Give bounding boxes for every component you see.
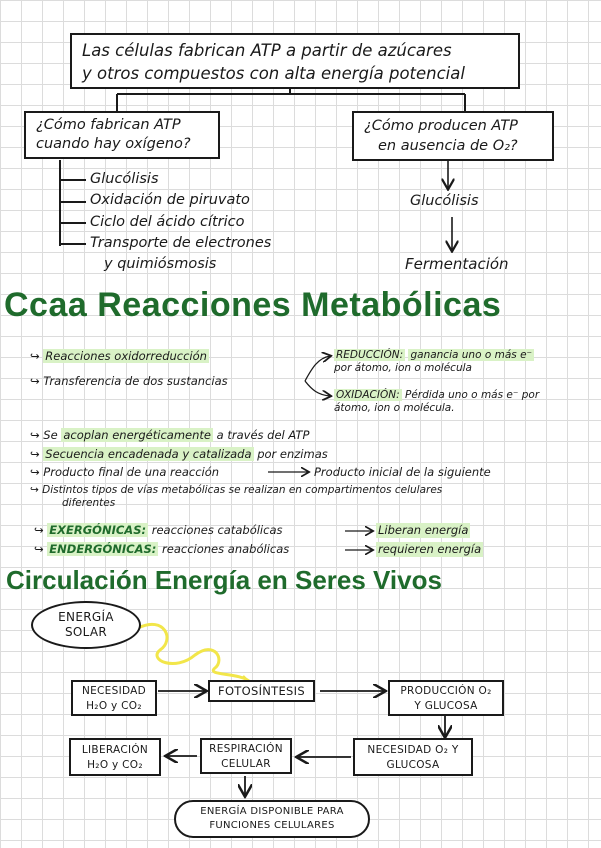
reduccion-definition [334, 349, 534, 375]
solar-energy-line2: SOLAR [64, 625, 108, 639]
o2-glucose-production-line1: PRODUCCIÓN O₂ [400, 685, 492, 697]
aerobic-step-4: Transporte de electrones [90, 234, 272, 251]
cellular-respiration-box [200, 738, 292, 774]
available-energy-pill [174, 800, 370, 838]
bullet-endergonic [34, 542, 289, 557]
bullet-product-b: Producto inicial de la siguiente [314, 465, 491, 479]
o2-glucose-production-box [388, 680, 504, 716]
question-without-oxygen-line1: ¿Cómo producen ATP [364, 118, 518, 134]
top-statement-line2: y otros compuestos con alta energía potencial [82, 64, 465, 83]
o2-glucose-production-line2: Y GLUCOSA [414, 700, 478, 712]
need-h2o-co2-line1: NECESIDAD [81, 685, 147, 697]
cellular-respiration-line1: RESPIRACIÓN [209, 743, 283, 755]
bullet-arrow-icon: ↪ [30, 374, 44, 388]
release-h2o-co2-box [69, 738, 161, 776]
bullet-arrow-icon: ↪ [34, 523, 48, 537]
aerobic-step-2: Oxidación de piruvato [90, 192, 250, 209]
need-o2-glucose-line2: GLUCOSA [386, 759, 440, 771]
top-statement-line1: Las células fabrican ATP a partir de azúcares [82, 41, 452, 60]
aerobic-steps-list [90, 169, 271, 275]
need-o2-glucose-line1: NECESIDAD O₂ Y [367, 744, 459, 756]
bullet-arrow-icon: ↪ [30, 465, 44, 479]
cellular-respiration-line2: CELULAR [221, 758, 271, 770]
oxidacion-text-1: Pérdida uno o más e⁻ por [404, 389, 540, 401]
anaerobic-step-2: Fermentación [405, 255, 509, 273]
bullet-pathways-a: Distintos tipos de vías metabólicas se realizan en compartimentos celulares [42, 484, 443, 496]
question-without-oxygen-box [352, 111, 554, 161]
bullet-redox [30, 349, 209, 364]
available-energy-line2: FUNCIONES CELULARES [209, 820, 335, 831]
aerobic-step-5: y quimiósmosis [104, 256, 217, 273]
need-o2-glucose-box [353, 738, 473, 776]
endergonic-term: ENDERGÓNICAS: [49, 542, 157, 556]
aerobic-step-3: Ciclo del ácido cítrico [90, 213, 245, 230]
bullet-exergonic [34, 523, 283, 538]
bullet-sequence [30, 447, 328, 462]
anaerobic-step-1: Glucólisis [410, 193, 479, 209]
oxidacion-text-2: átomo, ion o molécula. [334, 402, 455, 414]
bullet-coupling-post: a través del ATP [216, 428, 310, 442]
release-h2o-co2-line1: LIBERACIÓN [81, 744, 149, 756]
bullet-arrow-icon: ↪ [30, 428, 44, 442]
bullet-sequence-highlight: Secuencia encadenada y catalizada [45, 447, 252, 461]
section-title-energy-circulation: Circulación Energía en Seres Vivos [6, 565, 442, 595]
solar-energy-line1: ENERGÍA [58, 610, 114, 624]
endergonic-result: requieren energía [378, 542, 482, 556]
question-with-oxygen-line1: ¿Cómo fabrican ATP [36, 117, 181, 133]
bullet-coupling-pre: Se [43, 428, 58, 442]
bullet-redox-text: Reacciones oxidorreducción [45, 349, 207, 363]
bullet-pathways [30, 484, 575, 510]
reduccion-text-1: ganancia uno o más e⁻ [410, 349, 533, 361]
exergonic-result: Liberan energía [378, 523, 469, 537]
available-energy-line1: ENERGÍA DISPONIBLE PARA [200, 806, 344, 817]
bullet-product-a: Producto final de una reacción [43, 465, 220, 479]
aerobic-step-1: Glucólisis [90, 171, 159, 187]
question-without-oxygen-line2: en ausencia de O₂? [378, 138, 518, 154]
bullet-sequence-post: por enzimas [257, 447, 328, 461]
top-statement-box [70, 33, 520, 89]
reduccion-term: REDUCCIÓN: [336, 349, 404, 361]
exergonic-text: reacciones catabólicas [151, 523, 283, 537]
endergonic-text: reacciones anabólicas [162, 542, 290, 556]
release-h2o-co2-line2: H₂O y CO₂ [87, 759, 143, 771]
question-with-oxygen-box [24, 111, 220, 159]
oxidacion-term: OXIDACIÓN: [336, 389, 400, 401]
reduccion-text-2: por átomo, ion o molécula [334, 362, 472, 374]
bullet-arrow-icon: ↪ [30, 484, 43, 496]
bullet-coupling [30, 428, 309, 443]
photosynthesis-box [208, 680, 315, 702]
need-h2o-co2-line2: H₂O y CO₂ [86, 700, 142, 712]
bullet-arrow-icon: ↪ [34, 542, 48, 556]
bullet-transfer [30, 374, 228, 389]
oxidacion-definition [334, 389, 539, 415]
bullet-arrow-icon: ↪ [30, 447, 44, 461]
solar-energy-oval [31, 601, 141, 649]
section-title-metabolic-reactions: Ccaa Reacciones Metabólicas [4, 286, 502, 324]
exergonic-term: EXERGÓNICAS: [49, 523, 147, 537]
bullet-coupling-highlight: acoplan energéticamente [63, 428, 211, 442]
bullet-pathways-b: diferentes [62, 497, 116, 509]
bullet-product [30, 465, 219, 480]
need-h2o-co2-box [71, 680, 157, 716]
question-with-oxygen-line2: cuando hay oxígeno? [36, 136, 191, 152]
bullet-arrow-icon: ↪ [30, 349, 44, 363]
photosynthesis-label: FOTOSÍNTESIS [218, 684, 305, 698]
bullet-transfer-text: Transferencia de dos sustancias [43, 374, 228, 388]
